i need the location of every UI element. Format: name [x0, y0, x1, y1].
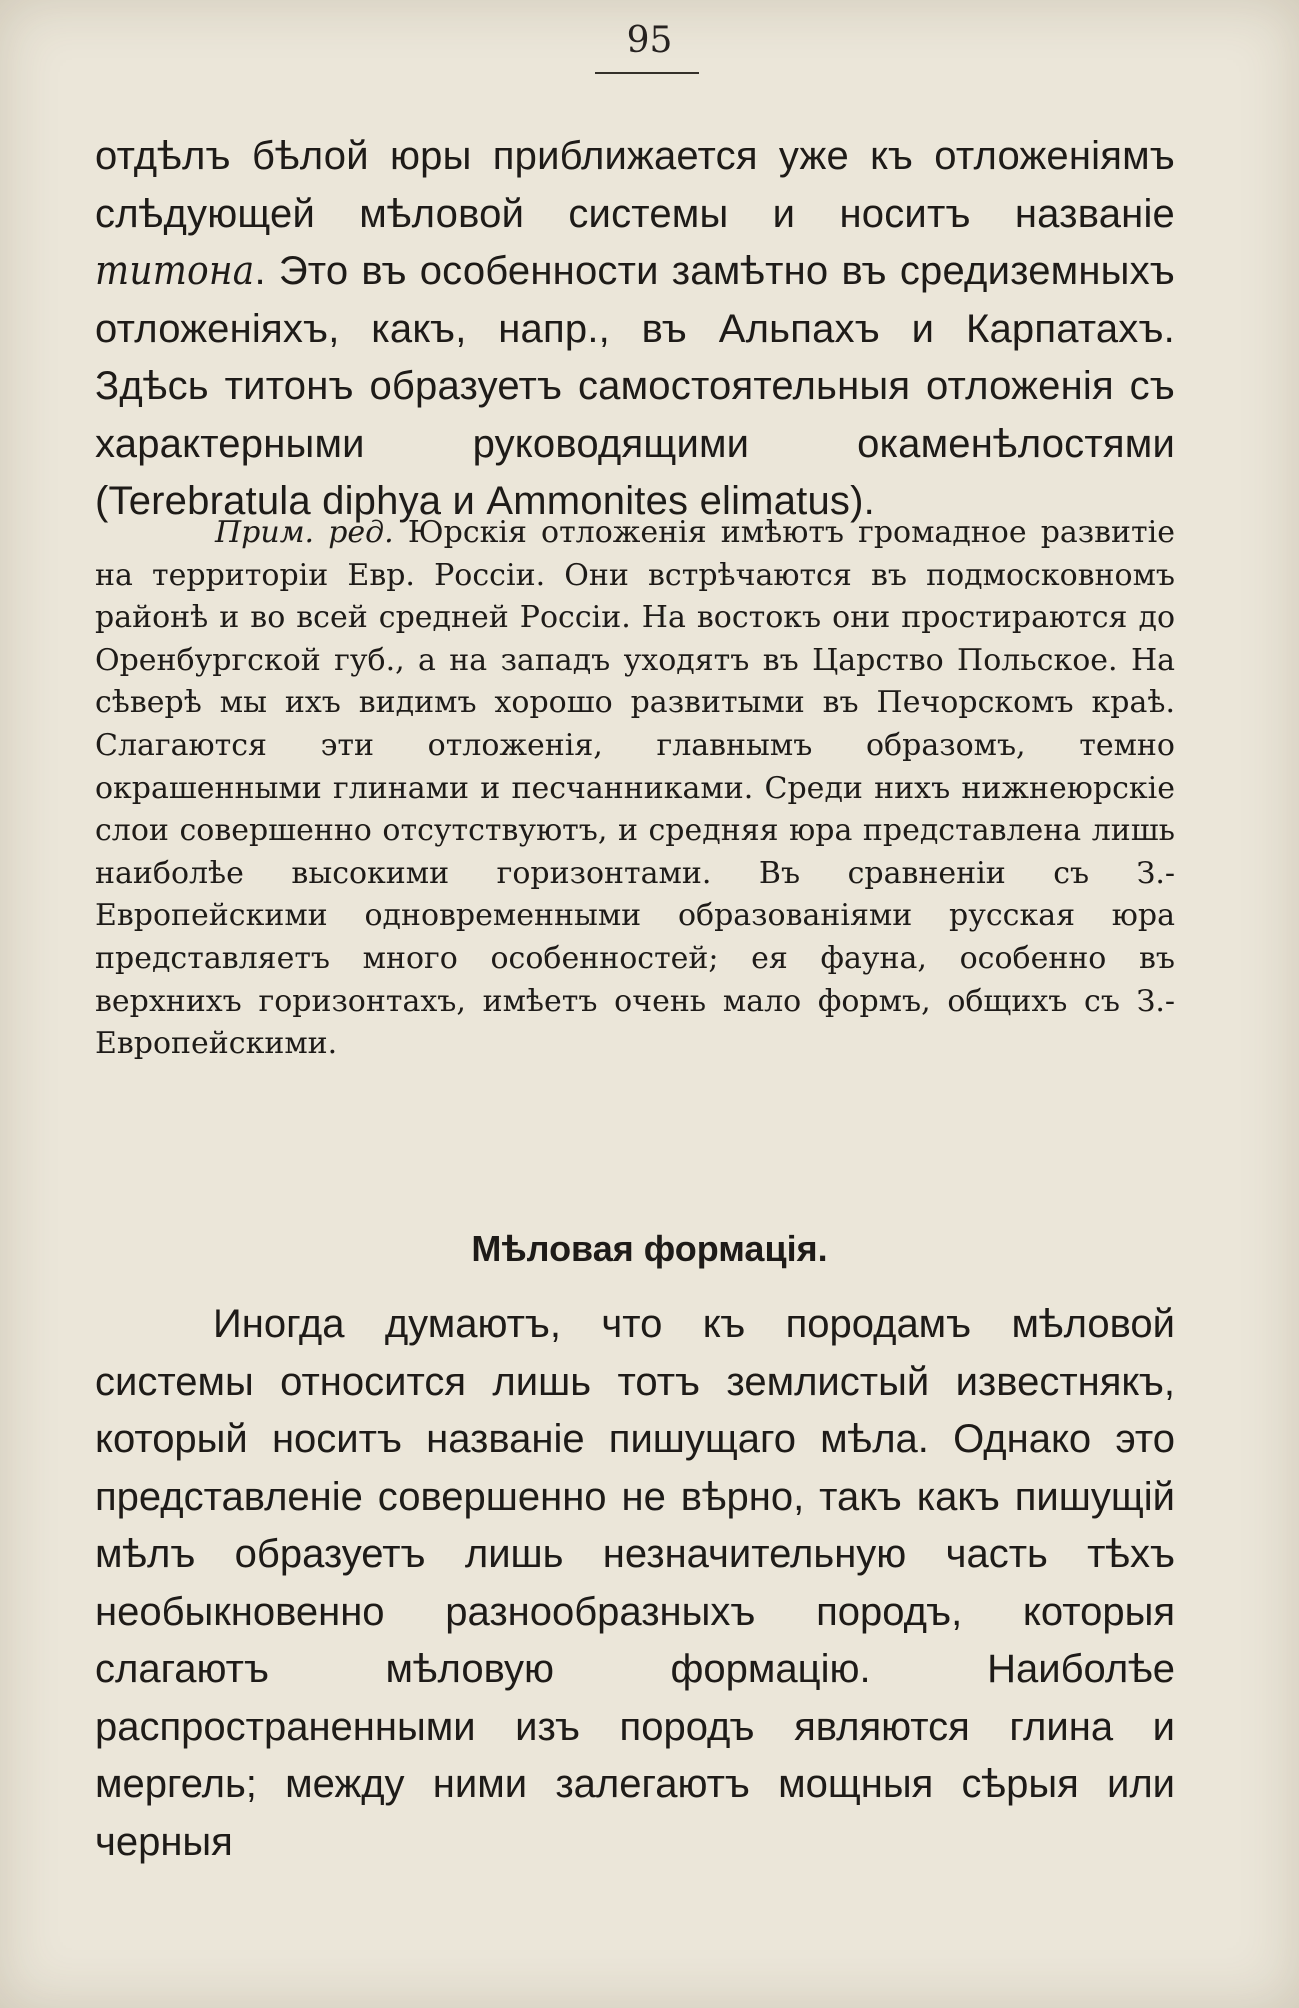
section-paragraph — [95, 1296, 1175, 1871]
editor-note-label: Прим. ред. — [215, 515, 394, 550]
page-number: 95 — [626, 20, 673, 61]
header-rule — [595, 72, 699, 74]
editor-note — [95, 512, 1175, 1066]
section-paragraph-text: Иногда думаютъ, что къ породамъ мѣловой системы относится лишь тотъ землистый известнякъ, который носитъ названіе пишущаго мѣла. Однако это представленіе совершенно не вѣрно, такъ какъ пишущій мѣлъ образуетъ лишь незначительную часть тѣхъ необыкновенно разнообразныхъ породъ, которыя слагаютъ мѣловую формацію. Наиболѣе распространенными изъ породъ являются глина и мергель; между ними залегаютъ мощныя сѣрыя или черныя — [95, 1302, 1175, 1864]
main-paragraph-text-1: отдѣлъ бѣлой юры приближается уже къ отложеніямъ слѣдующей мѣловой системы и носитъ названіе — [95, 134, 1175, 236]
editor-note-block — [95, 512, 1175, 1066]
section-paragraph-block — [95, 1296, 1175, 1871]
section-heading: Мѣловая формація. — [471, 1228, 828, 1269]
italic-term: титона — [95, 248, 255, 294]
main-paragraph-block — [95, 128, 1175, 531]
main-paragraph-text-2: . Это въ особенности замѣтно въ средиземныхъ отложеніяхъ, какъ, напр., въ Альпахъ и Карпатахъ. Здѣсь титонъ образуетъ самостоятельныя отложенія съ характерными руководящими окаменѣлостями (Terebratula diphya и Ammonites elimatus). — [95, 249, 1175, 523]
editor-note-text: Юрскія отложенія имѣютъ громадное развитіе на территоріи Евр. Россіи. Они встрѣчаются въ подмосковномъ районѣ и во всей средней Россіи. На востокъ они простираются до Оренбургской губ., а на западъ уходятъ въ Царство Польское. На сѣверѣ мы ихъ видимъ хорошо развитыми въ Печорскомъ краѣ. Слагаются эти отложенія, главнымъ образомъ, темно окрашенными глинами и песчанниками. Среди нихъ нижнеюрскіе слои совершенно отсутствуютъ, и средняя юра представлена лишь наиболѣе высокими горизонтами. Въ сравненіи съ З.-Европейскими одновременными образованіями русская юра представляетъ много особенностей; ея фауна, особенно въ верхнихъ горизонтахъ, имѣетъ очень мало формъ, общихъ съ З.-Европейскими. — [95, 515, 1175, 1062]
main-paragraph — [95, 128, 1175, 531]
